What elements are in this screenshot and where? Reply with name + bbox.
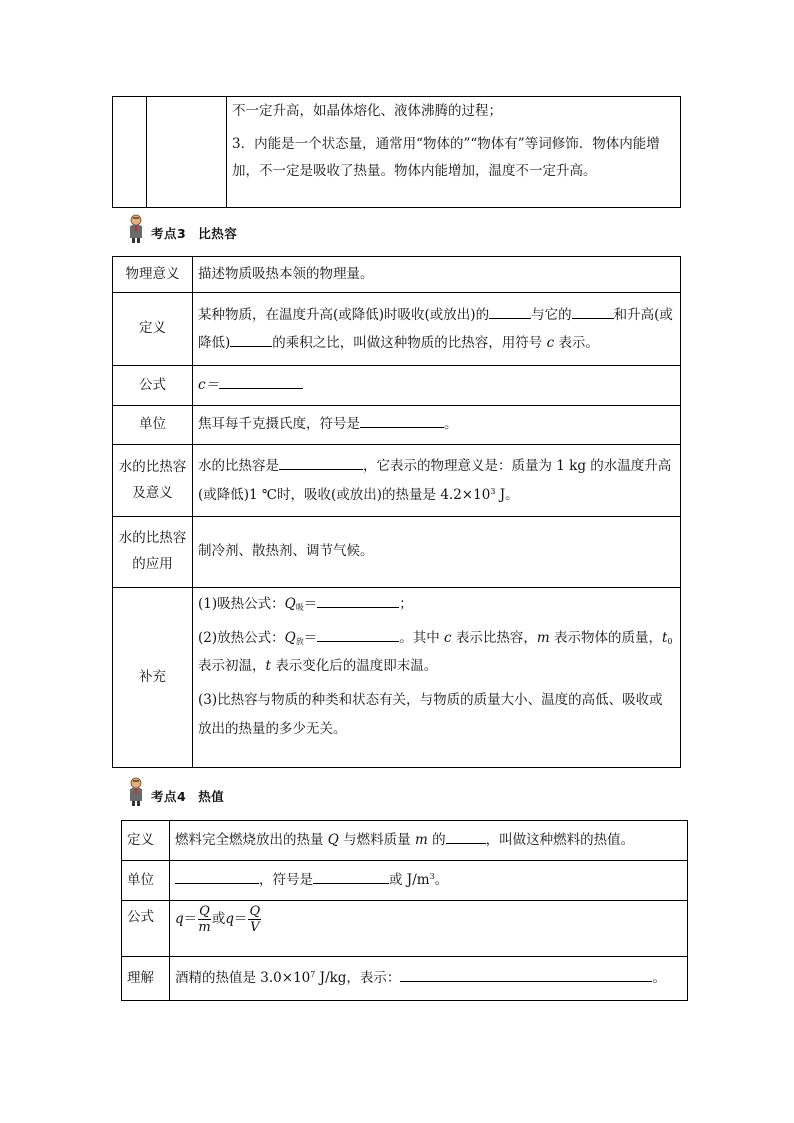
section4-title xyxy=(151,787,224,805)
row-unit-label: 单位 xyxy=(113,406,193,445)
blank-unit xyxy=(360,414,444,429)
supp-line-3: (3)比热容与物质的种类和状态有关，与物质的质量大小、温度的高低、吸收或放出的热量的多少无关。 xyxy=(198,692,663,737)
hv-unit-text: ，符号是 或 $J/m^3$。 xyxy=(170,861,688,901)
teacher-avatar-icon xyxy=(127,777,145,807)
hv-unit-label: 单位 xyxy=(122,861,170,901)
section3-title xyxy=(151,224,237,242)
row-water-label: 水的比热容及意义 xyxy=(113,445,193,517)
top-table-content xyxy=(227,97,681,208)
section3-label: 考点3 xyxy=(151,226,187,241)
section4-label: 考点4 xyxy=(151,789,187,804)
row-meaning-text: 描述物质吸热本领的物理量。 xyxy=(193,257,681,293)
top-table xyxy=(112,96,681,208)
hv-understand-label: 理解 xyxy=(122,957,170,1001)
row-supp-text xyxy=(193,588,681,768)
row-water-text: 水的比热容是 ，它表示的物理意义是：质量为 1 kg 的水温度升高(或降低)1 ℃时，吸收(或放出)的热量是 $4.2\times 10^3$ J。 xyxy=(193,445,681,517)
row-definition-label: 定义 xyxy=(113,293,193,366)
supp-line-2: (2)放热公式：$Q_放=$ 。其中 c 表示比热容，m 表示物体的质量，$t_0$ 表示初温，t 表示变化后的温度即末温。 xyxy=(198,624,675,681)
blank-mass xyxy=(572,304,614,319)
row-supp-label: 补充 xyxy=(113,588,193,768)
teacher-avatar-icon xyxy=(127,214,145,244)
row-app-text: 制冷剂、散热剂、调节气候。 xyxy=(193,517,681,588)
supp-line-1: (1)吸热公式：$Q_吸=$ ； xyxy=(198,592,675,618)
hv-formula-label: 公式 xyxy=(122,901,170,957)
blank-release xyxy=(317,627,399,642)
blank-heat xyxy=(489,304,531,319)
blank-water xyxy=(279,456,363,471)
row-unit-text: 焦耳每千克摄氏度，符号是 。 xyxy=(193,406,681,445)
hv-definition-text: 燃料完全燃烧放出的热量 Q 与燃料质量 m 的 ，叫做这种燃料的热值。 xyxy=(170,821,688,861)
hv-definition-label: 定义 xyxy=(122,821,170,861)
blank-formula xyxy=(219,374,303,389)
row-definition-text: 某种物质，在温度升高(或降低)时吸收(或放出)的 与它的 和升高(或降低) 的乘积之比，叫做这种物质的比热容，用符号 c 表示。 xyxy=(193,293,681,366)
specific-heat-table xyxy=(112,256,681,768)
blank-temp xyxy=(230,333,272,348)
section3-header xyxy=(127,212,237,244)
section4-name: 热值 xyxy=(198,789,225,804)
blank-hv-unit xyxy=(175,869,259,884)
row-formula-label: 公式 xyxy=(113,366,193,406)
blank-absorb xyxy=(317,594,399,609)
hv-understand-text: 酒精的热值是 $3.0\times 10^7$ J/kg，表示： 。 xyxy=(170,957,688,1001)
hv-formula-text: q＝ $\frac{Q}{m}$ 或q＝ $\frac{Q}{V}$ xyxy=(170,901,688,957)
blank-hv-symbol xyxy=(313,869,389,884)
blank-understand xyxy=(400,967,652,982)
heat-value-table xyxy=(121,820,688,1001)
section3-name: 比热容 xyxy=(198,226,238,241)
top-table-empty-cell-1 xyxy=(113,97,147,208)
blank-ratio xyxy=(446,829,486,844)
top-line-2: 3．内能是一个状态量，通常用“物体的”“物体有”等词修饰．物体内能增加，不一定是吸收了热量。物体内能增加，温度不一定升高。 xyxy=(232,135,660,179)
section4-header xyxy=(127,775,224,807)
fraction-q-over-m: $\frac{Q}{m}$ xyxy=(198,904,211,935)
row-formula-text: c＝ xyxy=(193,366,681,406)
row-app-label: 水的比热容的应用 xyxy=(113,517,193,588)
fraction-q-over-v: $\frac{Q}{V}$ xyxy=(249,904,261,935)
top-line-1: 不一定升高，如晶体熔化、液体沸腾的过程； xyxy=(232,103,502,119)
top-table-empty-cell-2 xyxy=(147,97,227,208)
row-meaning-label: 物理意义 xyxy=(113,257,193,293)
